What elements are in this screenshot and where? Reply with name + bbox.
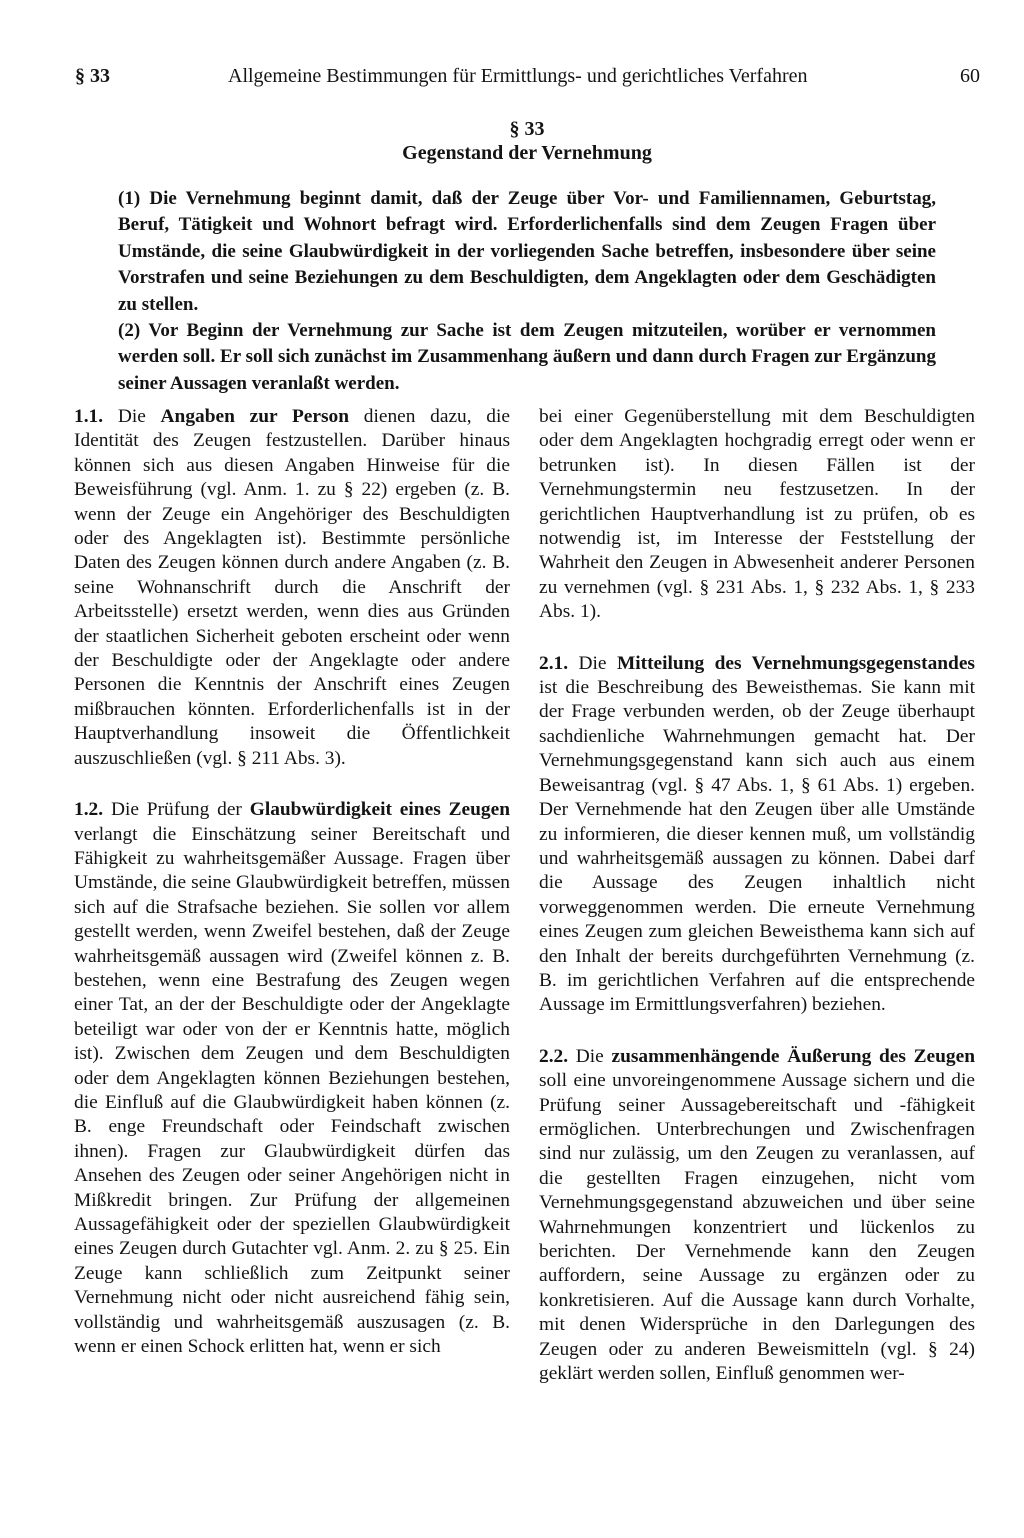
note-body: ist die Beschreibung des Beweisthemas. Sie kann mit der Frage verbunden werden, ob der Zeuge überhaupt sachdienliche Wahrnehmungen gemacht hat. Der Vernehmungsgegenstand kann sich auch aus einem Beweisantrag (vgl. § 47 Abs. 1, § 61 Abs. 1) ergeben. Der Vernehmende hat den Zeugen über alle Umstände zu informieren, die dieser kennen muß, um vollständig und wahrheitsgemäß aussagen zu können. Dabei darf die Aussage des Zeugen inhaltlich nicht vorweggenommen werden. Die erneute Vernehmung eines Zeugen zum gleichen Beweisthema kann sich auf den Inhalt der bereits durchgeführten Vernehmung (z. B. im gerichtlichen Verfahren auf die entsprechende Aussage im Ermittlungsverfahren) beziehen.: [539, 677, 975, 1016]
note-number: 2.2.: [539, 1045, 569, 1067]
note-body: bei einer Gegenüberstellung mit dem Beschuldigten oder dem Angeklagten hochgradig erregt oder wenn er betrunken ist). In diesen Fällen ist der Vernehmungstermin neu festzusetzen. In der gerichtlichen Hauptverhandlung ist zu prüfen, ob es notwendig ist, im Interesse der Feststellung der Wahrheit den Zeugen in Abwesenheit anderer Personen zu vernehmen (vgl. § 231 Abs. 1, § 232 Abs. 1, § 233 Abs. 1).: [539, 406, 975, 623]
note-term: Glaubwürdigkeit eines Zeugen: [249, 799, 510, 821]
note-term: Angaben zur Person: [160, 406, 350, 427]
note-body: soll eine unvoreingenommene Aussage sichern und die Prüfung seiner Aussagebereitschaft und -fähigkeit ermöglichen. Unterbrechungen und Zwischenfragen sind nur zulässig, um den Zeugen zu veranlassen, auf die gestellten Fragen einzugehen, nicht vom Vernehmungsgegenstand abzuweichen und über seine Wahrnehmungen konzentriert und lückenlos zu berichten. Der Vernehmende kann den Zeugen auffordern, seine Aussage zu ergänzen oder zu konkretisieren. Auf die Aussage kann durch Vorhalte, mit denen Widersprüche in den Darlegungen des Zeugen oder zu anderen Beweismitteln (vgl. § 24) geklärt werden sollen, Einfluß genommen wer-: [539, 1070, 975, 1385]
section-title: Gegenstand der Vernehmung: [402, 142, 652, 164]
commentary-note: [74, 798, 510, 1359]
note-body: dienen dazu, die Identität des Zeugen festzustellen. Darüber hinaus können sich aus diesen Angaben Hinweise für die Beweisführung (vgl. Anm. 1. zu § 22) ergeben (z. B. wenn der Zeuge ein Angehöriger des Beschuldigten oder des Angeklagten ist). Bestimmte persönliche Daten des Zeugen können durch andere Angaben (z. B. seine Wohnanschrift durch die Anschrift der Arbeitsstelle) ersetzt werden, wenn dies aus Gründen der staatlichen Sicherheit geboten erscheint oder wenn der Beschuldigte oder der Angeklagte oder andere Personen die Kenntnis der Anschrift eines Zeugen mißbrauchen könnten. Erforderlichenfalls ist in der Hauptverhandlung insoweit die Öffentlichkeit auszuschließen (vgl. § 211 Abs. 3).: [74, 406, 511, 769]
commentary-note: [539, 652, 975, 1018]
header-running-title: Allgemeine Bestimmungen für Ermittlungs- und gerichtliches Verfahren: [228, 65, 808, 87]
note-number: 2.1.: [539, 652, 569, 674]
commentary-note: [74, 405, 510, 771]
commentary-column-left: [74, 405, 510, 1386]
statute-paragraph-2: (2) Vor Beginn der Vernehmung zur Sache ist dem Zeugen mitzuteilen, worüber er vernommen werden soll. Er soll sich zunächst im Zusammenhang äußern und dann durch Fragen zur Ergänzung seiner Aussagen veranlaßt werden.: [118, 320, 936, 394]
commentary-note: [539, 1045, 975, 1387]
note-lead: Die: [578, 652, 617, 674]
note-body: verlangt die Einschätzung seiner Bereitschaft und Fähigkeit zu wahrheitsgemäßer Aussage. Fragen über Umstände, die seine Glaubwürdigkeit betreffen, müssen sich auf die Strafsache beziehen. Sie sollen vor allem gestellt werden, wenn Zweifel bestehen, daß der Zeuge wahrheitsgemäß aussagen wird (Zweifel können z. B. bestehen, wenn eine Bestrafung des Zeugen wegen einer Tat, an der der Beschuldigte oder der Angeklagte beteiligt war oder von der er Kenntnis hatte, möglich ist). Zwischen dem Zeugen und dem Beschuldigten oder dem Angeklagten können Beziehungen bestehen, die Einfluß auf die Glaubwürdigkeit haben können (z. B. enge Freundschaft oder Feindschaft zwischen ihnen). Fragen zur Glaubwürdigkeit dürfen das Ansehen des Zeugen oder seiner Angehörigen nicht in Mißkredit bringen. Zur Prüfung der allgemeinen Aussagefähigkeit oder der speziellen Glaubwürdigkeit eines Zeugen durch Gutachter vgl. Anm. 2. zu § 25. Ein Zeuge kann schließlich zum Zeitpunkt seiner Vernehmung nicht oder nicht ausreichend fähig sein, vollständig und wahrheitsgemäß auszusagen (z. B. wenn er einen Schock erlitten hat, wenn er sich: [74, 823, 510, 1358]
commentary-column-right: [539, 405, 975, 1413]
section-number: § 33: [509, 118, 545, 140]
page-number: 60: [960, 65, 980, 87]
note-lead: Die Prüfung der: [110, 799, 250, 821]
header-section-ref: § 33: [75, 65, 110, 87]
statute-text: [118, 186, 936, 397]
note-number: 1.1.: [74, 406, 104, 427]
note-term: Mitteilung des Vernehmungsgegenstandes: [616, 652, 975, 674]
commentary-note-continuation: [539, 405, 975, 625]
running-header: [75, 62, 980, 92]
note-lead: Die: [575, 1045, 612, 1067]
note-term: zusammenhängende Äußerung des Zeugen: [611, 1045, 975, 1067]
note-lead: Die: [117, 406, 161, 427]
statute-paragraph-1: (1) Die Vernehmung beginnt damit, daß der Zeuge über Vor- und Familiennamen, Geburtstag, Beruf, Tätigkeit und Wohnort befragt wird. Erforderlichenfalls sind dem Zeugen Fragen über Umstände, die seine Glaubwürdigkeit in der vorliegenden Sache betreffen, insbesondere über seine Vorstrafen und seine Beziehungen zu dem Beschuldigten, dem Angeklagten oder dem Geschädigten zu stellen.: [118, 188, 936, 315]
note-number: 1.2.: [74, 799, 104, 821]
